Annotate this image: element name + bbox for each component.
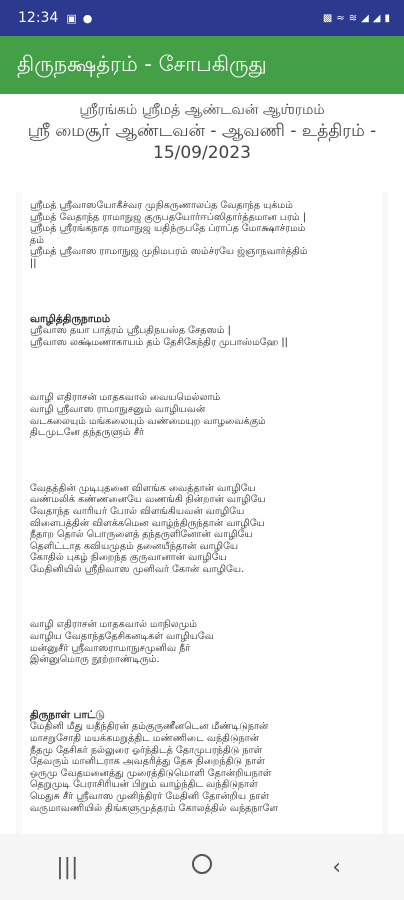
document-viewer[interactable] [16, 192, 388, 834]
recents-icon: ||| [56, 854, 79, 880]
nfc-icon: ▩ [322, 12, 333, 24]
page-subtitle: ஸ்ரீரங்கம் ஸ்ரீமத் ஆண்டவன் ஆஶ்ரமம் [79, 102, 325, 118]
back-icon: ‹ [332, 854, 342, 880]
document-paragraph: ஸ்ரீவாஸ தயா பாத்ரம் ஸ்ரீபதிநயஸ்த சேதஸம் | ஸ்ரீவாஸ லக்ஷ்மணாகாயம் தம் தேசிகேந்திர முபாஸ்மஹே || [30, 325, 288, 348]
document-paragraph: வாழி எதிராசன் மாதகவால் வையமெல்லாம் வாழி ஸ்ரீவாஸ ராமாநுசனும் வாழியவன் வடகலையும் மங்கலையும் வண்மையுற வாழவைக்கும் திடமுடனே தந்தருளும் சீர் [30, 392, 266, 439]
page-header [0, 94, 404, 164]
document-heading: திருநாள் பாட்டு [30, 708, 105, 721]
app-title: திருநக்ஷத்ரம் - சோபகிருது [17, 51, 267, 76]
signal-icon: ◢ [361, 12, 369, 24]
home-icon [192, 854, 212, 874]
recents-button[interactable] [37, 855, 97, 880]
battery-icon: ▮ [384, 12, 390, 24]
signal-icon-2: ◢ [372, 12, 381, 24]
status-right-icons [323, 13, 390, 24]
status-time: 12:34 [18, 10, 59, 26]
gallery-icon: ▣ [66, 11, 77, 25]
document-paragraph: ஸ்ரீமத் ஸ்ரீவாஸயோகீச்வர முநிகருணாலப்த வேதாந்த யுக்மம் ஸ்ரீமத் வேதாந்த ராமாநுஜ குருபதயோர்ஈப்ஸிதார்த்தமான பரம் | ஸ்ரீமத் ஸ்ரீரங்கநாத ராமாநுஜ யதிந்ருபதே ப்ராப்த மோக்ஷாச்ரமம் தம் ஸ்ரீமத் ஸ்ரீவாஸ ராமாநுஜ முநிமபரம் ஸம்ச்ரயே ஜ்ஞாநவார்த்திம் || [30, 200, 308, 269]
bulb-icon: ● [82, 11, 93, 25]
document-page [22, 192, 382, 834]
app-bar [0, 36, 404, 94]
document-heading: வாழித்திருநாமம் [30, 312, 111, 325]
status-bar [0, 0, 404, 36]
volte-icon: ≋ [348, 12, 358, 24]
navigation-bar [0, 834, 404, 900]
home-button[interactable] [172, 854, 232, 880]
vowifi-icon: ≈ [336, 12, 345, 24]
back-button[interactable] [307, 855, 367, 880]
document-paragraph: மேதினி மீது யதீந்திரன் தம்குருணீனடென மீண்டிடுநான் மாசறுசோதி மயக்கமறுத்திட மண்ணிடை வந்திடுநான் நீதமு தேசிகர் நல்லுரை ஓர்ந்திடத் தோமுபரந்திடு நாள் தேவரும் மானிடராக அவதரித்து தேசு நிறைந்திடு நாள் ஒருமு வேதமனைத்து முரைத்திடுமொளி தோன்றியநாள் தெறுமுடி பேராசிரியன் பிறும் வாழ்ந்திட வந்திடுநாள் மெதுசு சீர் ஸ்ரீவாஸ முனிந்திரர் மேதினி தோன்றிய நாள் வருமாவணியில் திங்களுமுத்தரம் கோலத்தில் வந்தநாளே [30, 721, 279, 814]
page-title: ஸ்ரீ மைசூர் ஆண்டவன் - ஆவணி - உத்திரம் - 15/09/2023 [27, 121, 377, 163]
main-content[interactable] [0, 94, 404, 834]
document-paragraph: வேதத்தின் முடிபுதனை விளங்க வைத்தான் வாழியே வண்மலிக் கண்ணனையே வணங்கி நின்றான் வாழியே வேதாந்த வாரியர் போல் விளங்கியவன் வாழியே விளைபத்தின் விளக்கமென வாழ்ந்திருந்தான் வாழியே நீதாற தொல் பொருளைத் தந்தருளினோன் வாழியே தெளிட்டாத கவியமுதம் தனையீந்தான் வாழியே கோதில் புகழ் நிறைந்த குருவானான் வாழியே மேதினியில் ஸ்ரீநிவாஸ முனிவர் கோன் வாழியே. [30, 482, 266, 575]
document-paragraph: வாழி எதிராசன் மாதகவால் மாநிலமும் வாழிய வேதாந்ததேசிகனடிகள் வாழியவே மன்னுசீர் ஸ்ரீவாஸராமாநுசமுனிவ நீர் இன்னுமொரு நூற்றாண்டிரும். [30, 619, 214, 666]
